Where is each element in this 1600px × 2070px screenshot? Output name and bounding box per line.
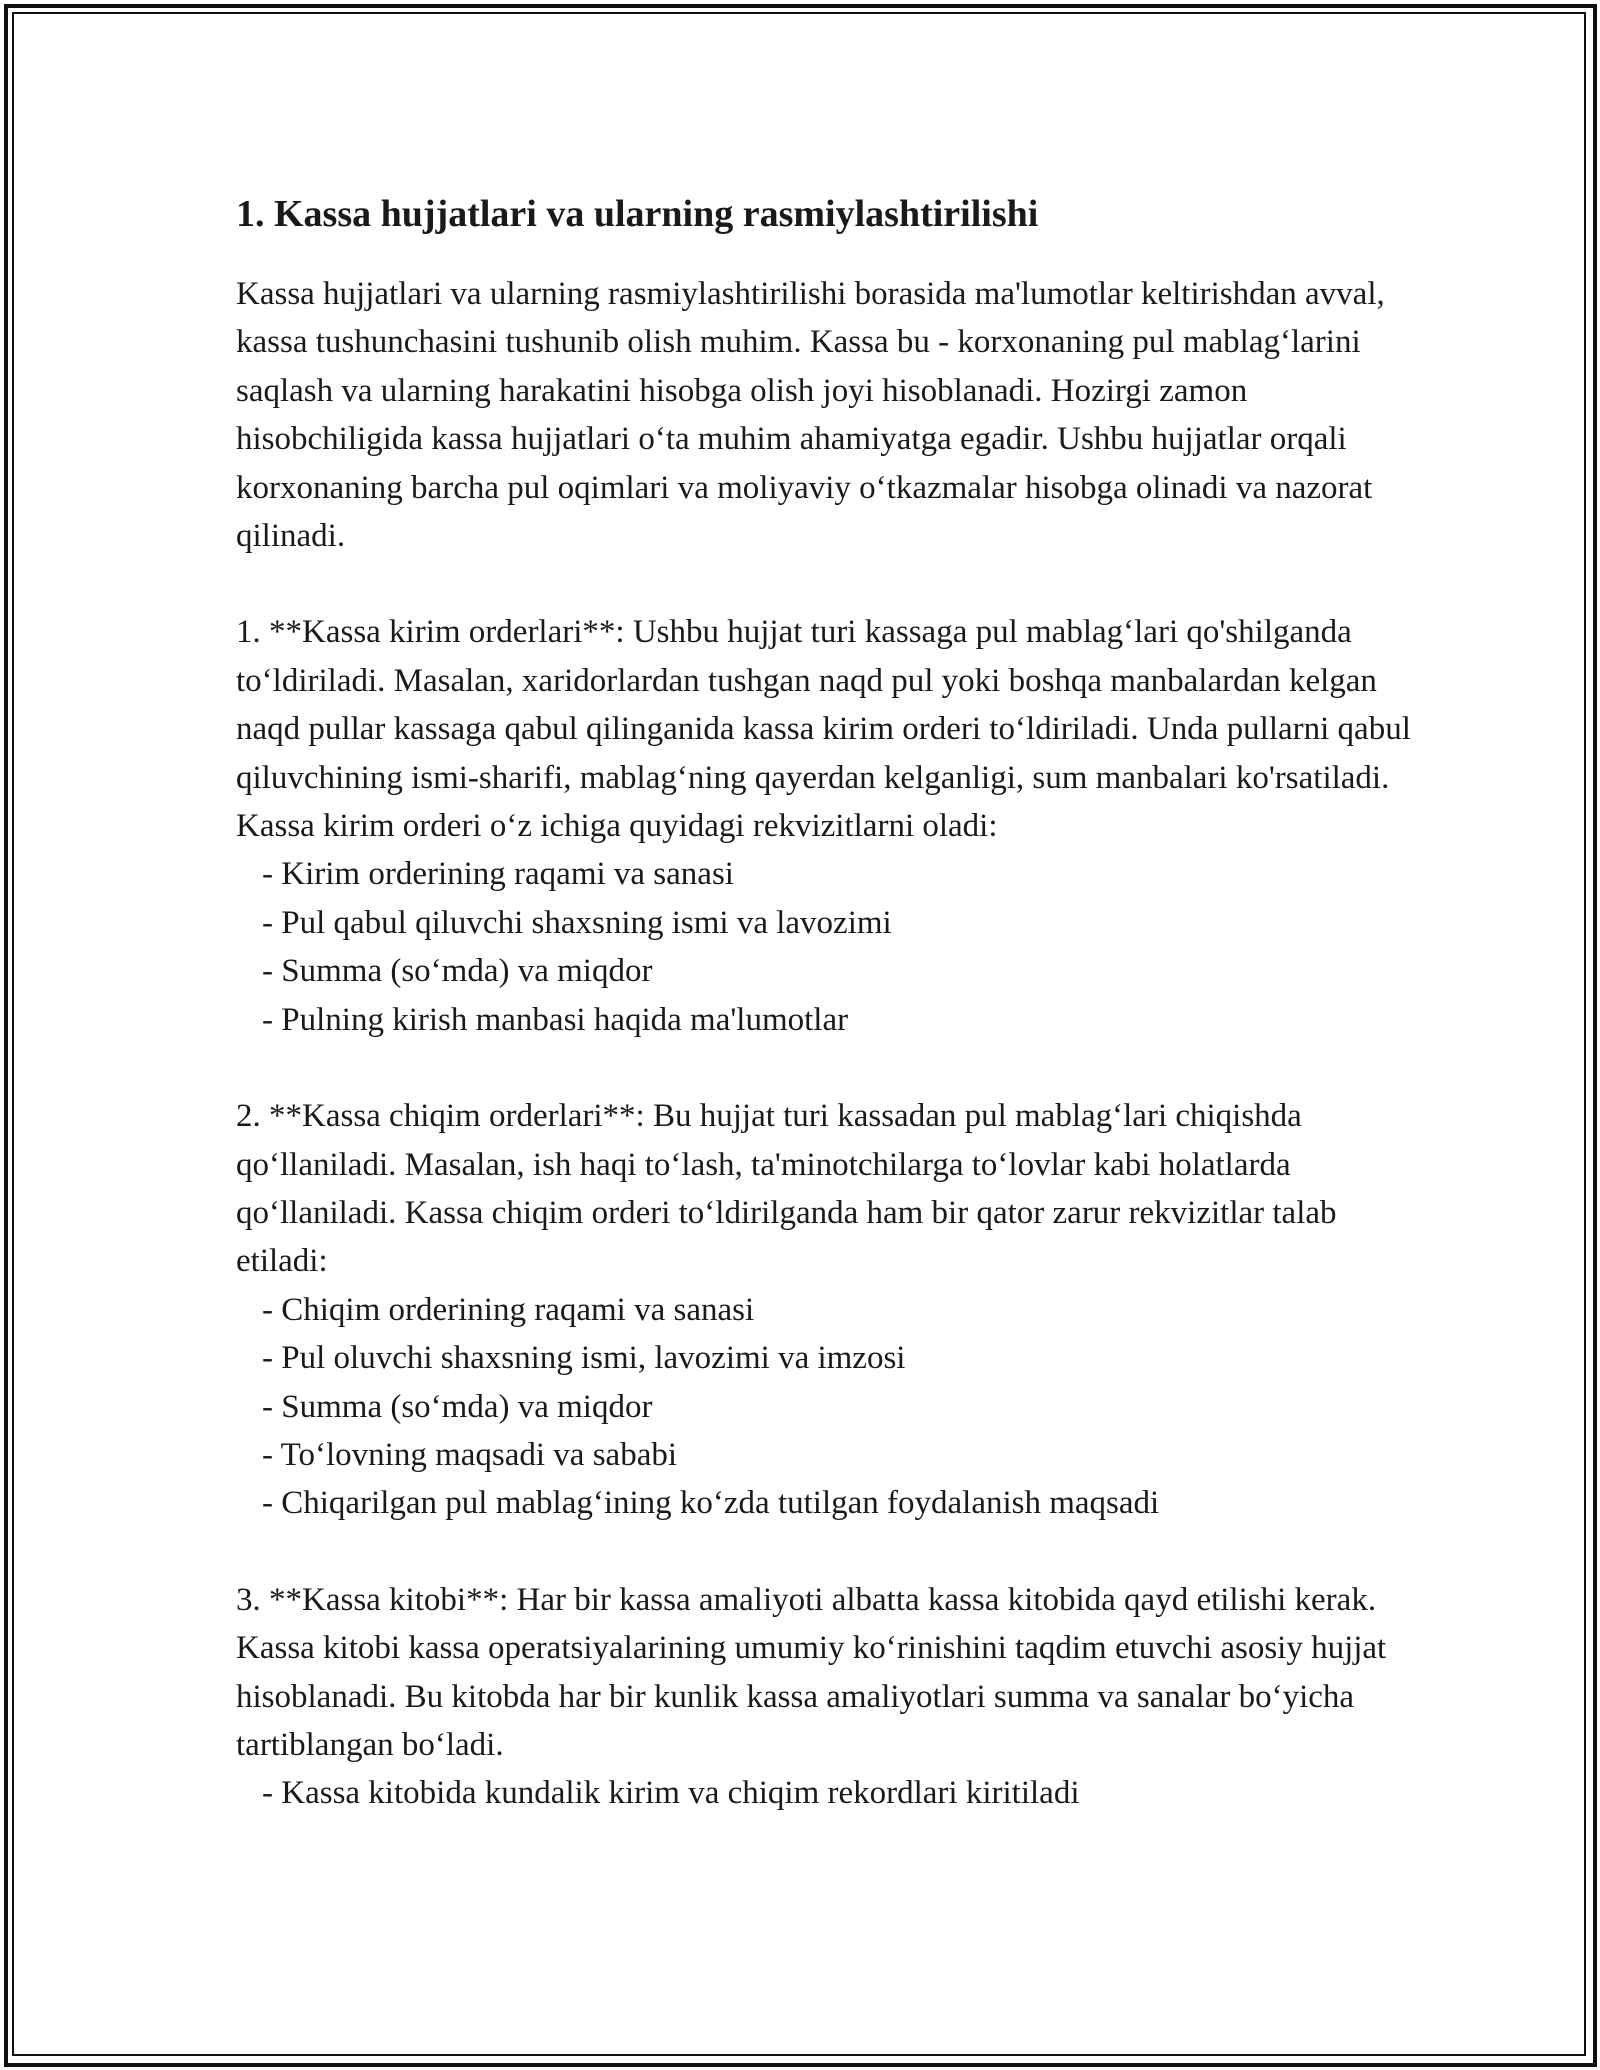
section-gap: [236, 1528, 1416, 1576]
requisites-list: [236, 1286, 1416, 1528]
list-item: - Chiqim orderining raqami va sanasi: [236, 1286, 1416, 1334]
list-item: - Chiqarilgan pul mablag‘ining ko‘zda tutilgan foydalanish maqsadi: [236, 1479, 1416, 1527]
list-item: - Summa (so‘mda) va miqdor: [236, 947, 1416, 995]
list-item: - Pulning kirish manbasi haqida ma'lumotlar: [236, 996, 1416, 1044]
document-title: 1. Kassa hujjatlari va ularning rasmiylashtirilishi: [236, 193, 1039, 235]
section-text: 2. **Kassa chiqim orderlari**: Bu hujjat turi kassadan pul mablag‘lari chiqishda qo‘llaniladi. Masalan, ish haqi to‘lash, ta'minotchilarga to‘lovlar kabi holatlarda qo‘llaniladi. Kassa chiqim orderi to‘ldirilganda ham bir qator zarur rekvizitlar talab etiladi:: [236, 1098, 1337, 1280]
list-item: - Pul qabul qiluvchi shaxsning ismi va lavozimi: [236, 899, 1416, 947]
section-gap: [236, 560, 1416, 608]
list-item: - Kassa kitobida kundalik kirim va chiqim rekordlari kiritiladi: [236, 1769, 1416, 1817]
list-item: - Summa (so‘mda) va miqdor: [236, 1383, 1416, 1431]
requisites-list: [236, 850, 1416, 1044]
section-kitob: [236, 1576, 1416, 1818]
list-item: - Kirim orderining raqami va sanasi: [236, 850, 1416, 898]
section-gap: [236, 1044, 1416, 1092]
section-kirim: [236, 608, 1416, 1044]
section-chiqim: [236, 1092, 1416, 1528]
intro-paragraph: Kassa hujjatlari va ularning rasmiylashtirilishi borasida ma'lumotlar keltirishdan avval, kassa tushunchasini tushunib olish muhim. Kassa bu - korxonaning pul mablag‘larini saqlash va ularning harakatini hisobga olish joyi hisoblanadi. Hozirgi zamon hisobchiligida kassa hujjatlari o‘ta muhim ahamiyatga egadir. Ushbu hujjatlar orqali korxonaning barcha pul oqimlari va moliyaviy o‘tkazmalar hisobga olinadi va nazorat qilinadi.: [236, 276, 1385, 555]
section-text: 1. **Kassa kirim orderlari**: Ushbu hujjat turi kassaga pul mablag‘lari qo'shilganda to‘ldiriladi. Masalan, xaridorlardan tushgan naqd pul yoki boshqa manbalardan kelgan naqd pullar kassaga qabul qilinganida kassa kirim orderi to‘ldiriladi. Unda pullarni qabul qiluvchining ismi-sharifi, mablag‘ning qayerdan kelganligi, sum manbalari ko'rsatiladi. Kassa kirim orderi o‘z ichiga quyidagi rekvizitlarni oladi:: [236, 614, 1411, 845]
list-item: - Pul oluvchi shaxsning ismi, lavozimi va imzosi: [236, 1334, 1416, 1382]
document-body: [236, 188, 1416, 1818]
section-text: 3. **Kassa kitobi**: Har bir kassa amaliyoti albatta kassa kitobida qayd etilishi kerak. Kassa kitobi kassa operatsiyalarining umumiy ko‘rinishini taqdim etuvchi asosiy hujjat hisoblanadi. Bu kitobda har bir kunlik kassa amaliyotlari summa va sanalar bo‘yicha tartiblangan bo‘ladi.: [236, 1581, 1387, 1763]
list-item: - To‘lovning maqsadi va sababi: [236, 1431, 1416, 1479]
requisites-list: [236, 1769, 1416, 1817]
